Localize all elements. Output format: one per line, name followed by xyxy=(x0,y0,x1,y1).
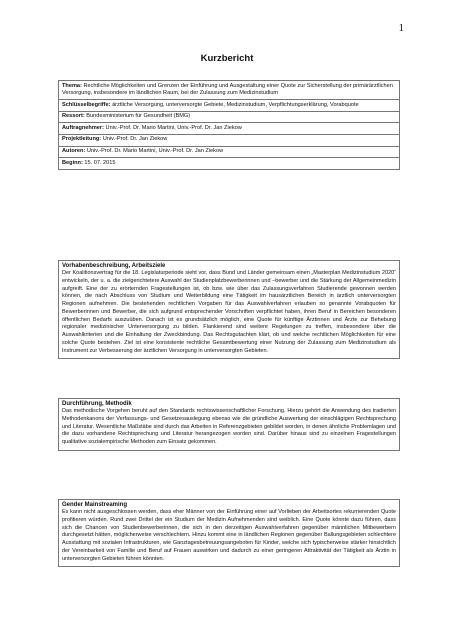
meta-row-ressort xyxy=(59,112,399,124)
meta-row-thema xyxy=(59,81,399,100)
meta-row-schluesselbegriffe xyxy=(59,100,399,112)
meta-value: Bundesministerium für Gesundheit (BMG) xyxy=(86,113,191,120)
section-body: Das methodische Vorgehen beruht auf den Standards rechtswissenschaftlicher Forschung. Hierzu gehört die Anwendung des tradierten Methodenkanons der Verfassungs- und Gesetzesauslegung ebenso wie die gründliche Auswertung der einschlägigen Rechtsprechung und Literatur. Wesentliche Maßstäbe sind durch das Arbeiten in Referenzgebieten gebildet worden, in denen ähnliche Problemlagen und die dazu vorhandene Rechtsprechung und Literatur herangezogen worden sind. Darüber hinaus sind zu einzelnen Fragestellungen qualitative sozialempirische Methoden zum Einsatz gekommen. xyxy=(62,408,396,445)
document-title: Kurzbericht xyxy=(200,53,254,64)
meta-value: 15. 07. 2015 xyxy=(84,159,116,166)
meta-value: Univ.-Prof. Dr. Mario Martini, Univ.-Prof. Dr. Jan Ziekow xyxy=(105,124,242,131)
meta-row-auftragnehmer xyxy=(59,123,399,135)
meta-label: Auftragnehmer: xyxy=(62,124,104,131)
meta-label: Thema: xyxy=(62,82,82,89)
section-heading: Gender Mainstreaming xyxy=(62,502,128,508)
meta-value: Univ.-Prof. Dr. Jan Ziekow xyxy=(102,136,168,143)
section-body: Der Koalitionsvertrag für die 18. Legislaturperiode sieht vor, dass Bund und Länder gemeinsam einen „Masterplan Medizinstudium 2020“ entwickeln, der u. a. die zielgerichtetere Auswahl der Studienplatzbewerberinnen und –bewerber und die Stärkung der Allgemeinmedizin aufgreift. Eine der zu erörternden Fragestellungen ist, ob bzw. wie über das Zulassungsverfahren Studierende gewonnen werden können, die nach Abschluss von Studium und Weiterbildung eine Tätigkeit im hausärztlichen Bereich in ärztlich unterversorgten Regionen aufnehmen. Die bestehenden rechtlichen Vorgaben für das Auswahlverfahren erlauben so genannte Vorabquoten für Bewerberinnen und Bewerber, die sich aufgrund entsprechender Vorschriften verpflichtet haben, ihren Beruf in Bereichen besonderen öffentlichen Bedarfs auszuüben. Danach ist es grundsätzlich möglich, eine Quote für künftige Ärztinnen und Ärzte zur Behebung regionaler medizinischer Unterversorgung zu bilden. Flankierend sind weitere Regelungen zu treffen, insbesondere über die Auswahlkriterien und die Einhaltung der Zweckbindung. Das Rechtsgutachten klärt, ob und welche rechtlichen Möglichkeiten für eine solche Quote bestehen. Ziel ist eine konsistente rechtliche Gesamtbewertung einer Nutzung der Zulassung zum Medizinstudium als Instrument zur Verbesserung der ärztlichen Versorgung in unterversorgten Gebieten. xyxy=(62,270,396,354)
section-body: Es kann nicht ausgeschlossen werden, dass eher Männer von der Einführung einer auf Vorlieben der Arbeitsortes rekurrierenden Quote profitieren würden. Rund zwei Drittel der ein Studium der Medizin Aufnehmenden sind weiblich. Eine Quote könnte dazu führen, dass sich die Chancen von Studienbewerberinnen, die sich in den derzeitigen Auswahlverfahren gegenüber männlichen Mitbewerbern durchgesetzt hätten, möglicherweise verschlechtern. Hinzu kommt eine in ländlichen Regionen gegenüber Ballungsgebieten schlechtere Ausstattung mit sozialen Infrastrukturen, wie Ganztagesbetreuungsangeboten für Kinder, welche sich typischerweise stärker hinsichtlich der Vereinbarkeit von Familie und Beruf auf Frauen auswirken und dadurch zu einer geringeren Attraktivität der Tätigkeit als Ärztin in unterversorgten Gebieten führen könnten. xyxy=(62,509,396,562)
meta-row-beginn xyxy=(59,158,399,169)
meta-label: Autoren: xyxy=(62,148,86,155)
meta-value: ärztliche Versorgung, unterversorgte Gebiete, Medizinstudium, Verpflichtungserklärung, Vorabquote xyxy=(112,101,359,108)
section-gender-mainstreaming xyxy=(58,499,400,567)
meta-label: Schlüsselbegriffe: xyxy=(62,101,111,108)
metadata-table xyxy=(58,80,400,170)
meta-value: Univ.-Prof. Dr. Mario Martini, Univ.-Prof. Dr. Jan Ziekow xyxy=(86,148,224,155)
section-heading: Durchführung, Methodik xyxy=(62,401,132,407)
meta-row-autoren xyxy=(59,147,399,159)
section-durchfuehrung xyxy=(58,398,400,451)
section-heading: Vorhabenbeschreibung, Arbeitsziele xyxy=(62,263,166,269)
meta-label: Beginn: xyxy=(62,159,83,166)
section-vorhabenbeschreibung xyxy=(58,260,400,359)
meta-label: Ressort: xyxy=(62,113,85,120)
meta-row-projektleitung xyxy=(59,135,399,147)
meta-label: Projektleitung: xyxy=(62,136,102,143)
page-number: 1 xyxy=(398,22,404,34)
meta-value: Rechtliche Möglichkeiten und Grenzen der Einführung und Ausgestaltung einer Quote zur Sicherstellung der primärärztlichen Versorgung, insbesondere im ländlichen Raum, bei der Zulassung zum Medizinstudium xyxy=(62,82,393,97)
